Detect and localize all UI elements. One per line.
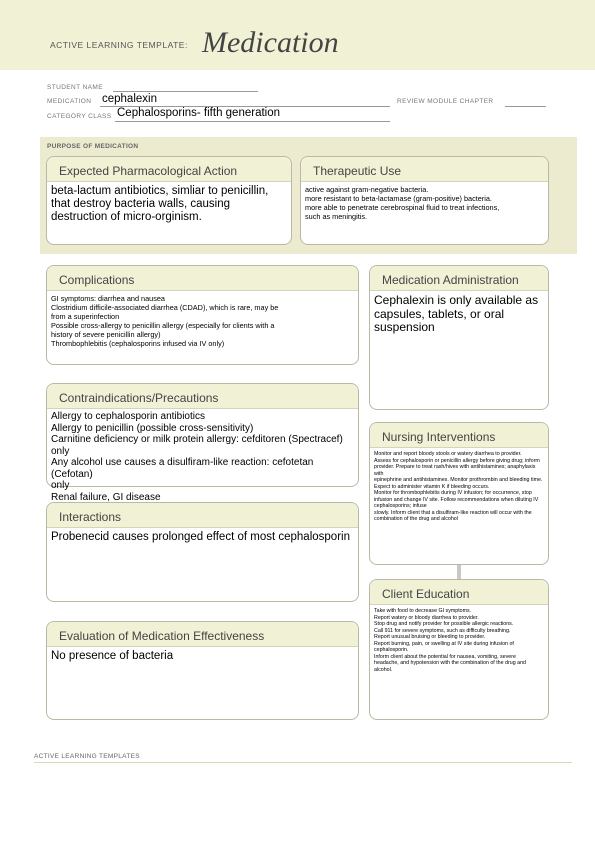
purpose-label: PURPOSE OF MEDICATION xyxy=(47,143,139,150)
therapeutic-use-text[interactable]: active against gram-negative bacteria. more resistant to beta-lactamase (gram-positive) bacteria. more able to penetrate cerebrospinal fluid to treat infections, such as meningitis. xyxy=(305,185,500,221)
contraindications-header xyxy=(47,384,358,409)
client-education-box xyxy=(369,579,549,720)
connector-bar xyxy=(457,565,461,579)
evaluation-text[interactable]: No presence of bacteria xyxy=(51,650,174,662)
therapeutic-use-box xyxy=(300,156,549,245)
nursing-interventions-title: Nursing Interventions xyxy=(382,430,496,444)
client-education-header xyxy=(370,580,548,605)
nursing-interventions-text[interactable]: Monitor and report bloody stools or watery diarrhea to provider. Assess for cephalosporin or penicillin allergy before giving drug; inform provider. Prepare to treat rash/hives with antihistamines; anaphylaxis with epinephrine and antihistamines. Monitor prothrombin and bleeding time. Expect to administer vitamin K if bleeding occurs. Monitor for thrombophlebitis during IV infusion; for occurrence, stop infusion and change IV site. Follow recommendations when diluting IV cephalosporins; infuse slowly. Inform client that a disulfiram-like reaction will occur with the combination of the drug and alcohol xyxy=(374,451,543,522)
student-name-label: STUDENT NAME xyxy=(47,84,103,91)
student-name-line xyxy=(113,91,258,92)
category-class-label: CATEGORY CLASS xyxy=(47,113,112,120)
contraindications-text[interactable]: Allergy to cephalosporin antibiotics Allergy to penicillin (possible cross-sensitivity) Carnitine deficiency or milk protein allergy: cefditoren (Spectracef) only Any alcohol use causes a disulfiram-like reaction: cefotetan (Cefotan) only Renal failure, GI disease xyxy=(51,411,343,503)
category-class-field[interactable]: Cephalosporins- fifth generation xyxy=(117,107,281,119)
medication-administration-header xyxy=(370,266,548,291)
interactions-box xyxy=(46,502,359,602)
complications-box xyxy=(46,265,359,365)
category-class-line xyxy=(115,121,390,122)
interactions-text[interactable]: Probenecid causes prolonged effect of most cephalosporin xyxy=(51,531,350,543)
client-education-text[interactable]: Take with food to decrease GI symptoms. Report watery or bloody diarrhea to provider. Stop drug and notify provider for possible allergic reactions. Call 911 for severe symptoms, such as difficulty breathing. Report unusual bruising or bleeding to provider. Report burning, pain, or swelling at IV site during infusion of cephalosporin. Inform client about the potential for nausea, vomiting, severe headache, and hypotension with the combination of the drug and alcohol. xyxy=(374,608,526,673)
client-education-title: Client Education xyxy=(382,587,470,601)
nursing-interventions-box xyxy=(369,422,549,565)
interactions-header xyxy=(47,503,358,528)
footer-label: ACTIVE LEARNING TEMPLATES xyxy=(34,753,140,760)
complications-text[interactable]: GI symptoms: diarrhea and nausea Clostridium difficile-associated diarrhea (CDAD), which is rare, may be from a superinfection Possible cross-allergy to penicillin allergy (especially for clients with a history of severe penicillin allergy) Thrombophlebitis (cephalosporins infused via IV only) xyxy=(51,294,279,348)
interactions-title: Interactions xyxy=(59,510,122,524)
complications-header xyxy=(47,266,358,291)
expected-action-title: Expected Pharmacological Action xyxy=(59,164,238,178)
contraindications-title: Contraindications/Precautions xyxy=(59,391,219,405)
medication-field[interactable]: cephalexin xyxy=(102,93,157,105)
medication-administration-box xyxy=(369,265,549,410)
medication-administration-title: Medication Administration xyxy=(382,273,519,287)
page-title: Medication xyxy=(202,26,339,59)
therapeutic-use-header xyxy=(301,157,548,182)
template-label: ACTIVE LEARNING TEMPLATE: xyxy=(50,40,188,50)
expected-action-box xyxy=(46,156,292,245)
expected-action-text[interactable]: beta-lactum antibiotics, simliar to penicillin, that destroy bacteria walls, causing destruction of micro-orginism. xyxy=(51,185,269,223)
complications-title: Complications xyxy=(59,273,135,287)
therapeutic-use-title: Therapeutic Use xyxy=(313,164,402,178)
evaluation-title: Evaluation of Medication Effectiveness xyxy=(59,629,265,643)
medication-label: MEDICATION xyxy=(47,98,92,105)
contraindications-box xyxy=(46,383,359,503)
medication-administration-text[interactable]: Cephalexin is only available as capsules, tablets, or oral suspension xyxy=(374,293,539,334)
review-module-label: REVIEW MODULE CHAPTER xyxy=(397,98,494,105)
footer-divider xyxy=(34,762,572,763)
evaluation-box xyxy=(46,621,359,720)
evaluation-header xyxy=(47,622,358,647)
expected-action-header xyxy=(47,157,291,182)
review-module-line xyxy=(505,106,546,107)
nursing-interventions-header xyxy=(370,423,548,448)
